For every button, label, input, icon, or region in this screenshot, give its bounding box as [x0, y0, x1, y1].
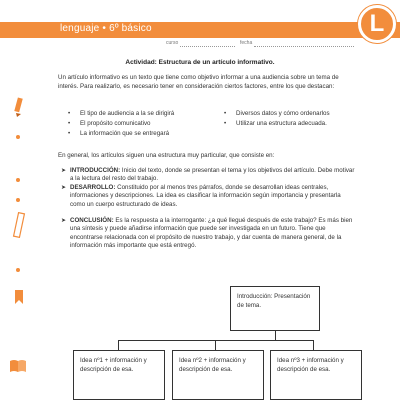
structure-item-desarrollo: [61, 184, 356, 209]
structure-term: DESARROLLO:: [70, 184, 116, 191]
bookmark-icon: [12, 288, 26, 311]
margin-dot: [16, 268, 20, 272]
arrow-right-icon: ➤: [61, 218, 67, 224]
connector-line: [215, 340, 216, 350]
pencil-icon: [12, 96, 26, 123]
structure-term: CONCLUSIÓN:: [70, 217, 114, 224]
list-item: • El propósito comunicativo: [68, 119, 174, 129]
ruler-icon: [12, 212, 26, 243]
subject-grade-label: lenguaje • 6º básico: [60, 23, 152, 34]
date-label: fecha: [240, 40, 253, 46]
structure-item-conclusion: [61, 217, 356, 250]
list-item: • Diversos datos y cómo ordenarlos: [224, 109, 330, 119]
arrow-right-icon: ➤: [61, 185, 67, 191]
list-item: • El tipo de audiencia a la se dirigirá: [68, 109, 174, 119]
course-label: curso: [166, 40, 179, 46]
intro-paragraph: Un artículo informativo es un texto que tiene como objetivo informar a una audiencia sobre un tema de interés. Para realizarlo, es necesario tener en consideración ciertos factores, entre los que destacan:: [58, 74, 339, 90]
structure-item-introduccion: [61, 167, 356, 184]
structure-intro: En general, los artículos siguen una estructura muy particular, que consiste en:: [58, 152, 275, 159]
factors-list-right: [224, 109, 330, 129]
course-field[interactable]: [180, 46, 235, 47]
margin-dot: [16, 178, 20, 182]
structure-term: INTRODUCCIÓN:: [70, 167, 121, 174]
margin-dot: [16, 135, 20, 139]
introduction-box: Introducción: Presentación de tema.: [230, 286, 320, 331]
list-item: • Utilizar una estructura adecuada.: [224, 119, 330, 129]
connector-line: [313, 340, 314, 350]
list-item: • La información que se entregará: [68, 129, 174, 139]
idea-box-2: Idea nº2 + información y descripción de esa.: [172, 350, 264, 400]
structure-text: Es la respuesta a la interrogante: ¿a qué llegué después de este trabajo? Es más bien una síntesis y puede añadirse información que puede ser investigada en un futuro. Tiene que encontrarse relacionada con el propósito de nuestro trabajo, y dar cuenta de manera general, de la información más importante que está entregó.: [70, 217, 353, 249]
name-label: nombre: [166, 14, 183, 20]
book-icon: [8, 358, 28, 379]
connector-line: [275, 331, 276, 340]
activity-title: Actividad: Estructura de un artículo informativo.: [125, 59, 275, 66]
structure-text: Constituido por al menos tres párrafos, donde se desarrollan ideas centrales, informaciones y descripciones. La idea es clasificar la información según importancia y presentarla como un cuerpo estructurado de ideas.: [70, 184, 341, 208]
margin-dot: [16, 198, 20, 202]
arrow-right-icon: ➤: [61, 168, 67, 174]
structure-text: Inicio del texto, donde se presentan el tema y los objetivos del artículo. Debe motivar a la lectura del resto del trabajo.: [70, 167, 355, 183]
idea-box-1: Idea nº1 + información y descripción de esa.: [73, 350, 165, 400]
factors-list-left: [68, 109, 174, 139]
connector-line: [118, 340, 119, 350]
subject-logo: L: [358, 5, 396, 43]
date-field[interactable]: [254, 46, 354, 47]
name-field[interactable]: [183, 20, 353, 21]
idea-box-3: Idea nº3 + información y descripción de esa.: [270, 350, 362, 400]
worksheet-header: [0, 0, 400, 60]
